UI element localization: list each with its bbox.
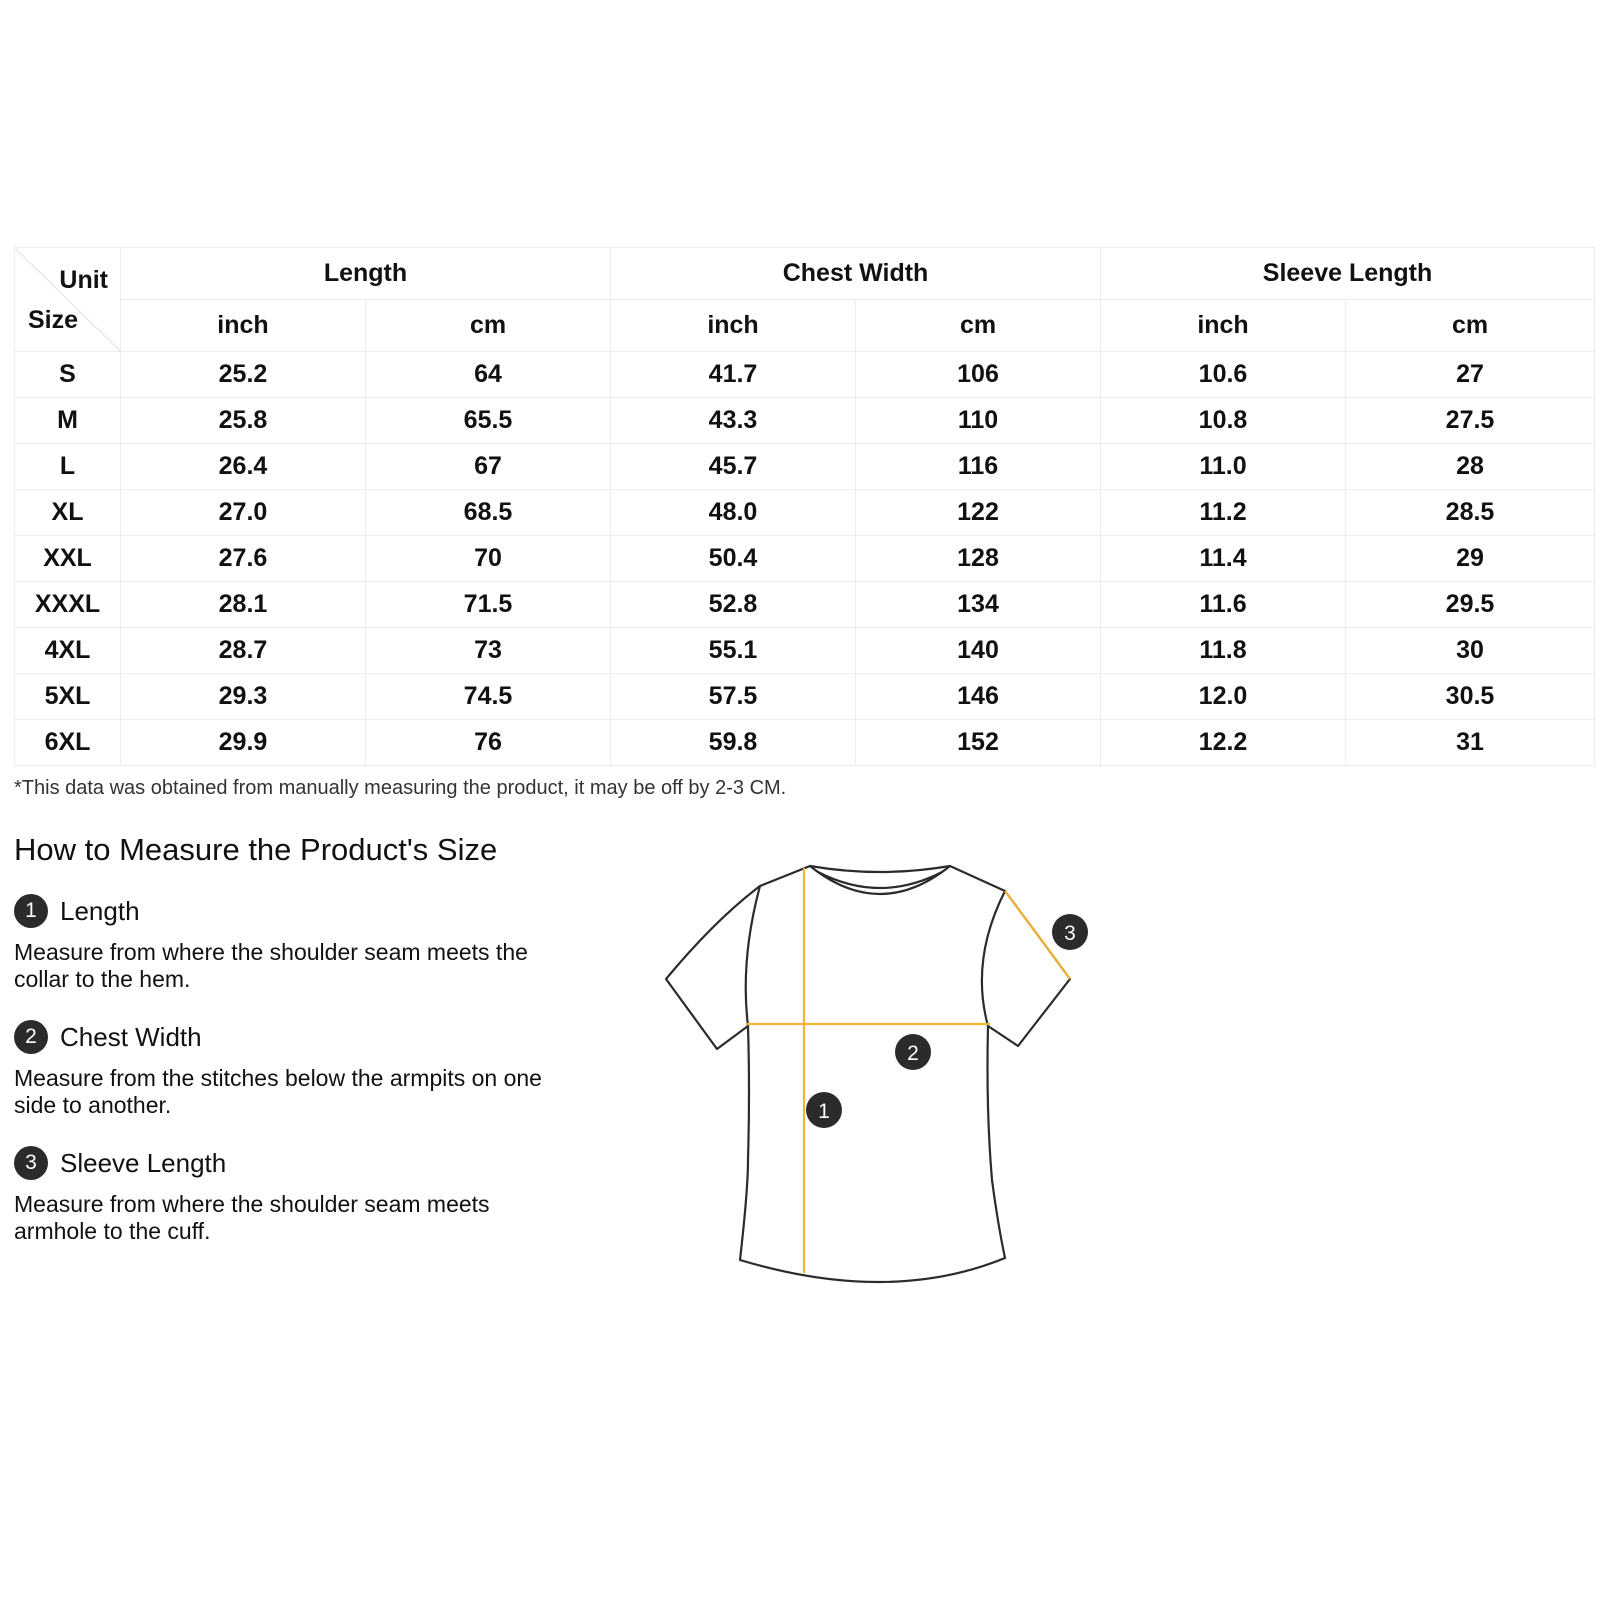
value-cell: 25.8 [121,398,366,444]
value-cell: 29.3 [121,674,366,720]
value-cell: 128 [856,536,1101,582]
value-cell: 76 [366,720,611,766]
value-cell: 11.6 [1101,582,1346,628]
value-cell: 134 [856,582,1101,628]
size-cell: 5XL [15,674,121,720]
value-cell: 27.0 [121,490,366,536]
step-number-badge: 3 [14,1146,48,1180]
step-number-badge: 2 [14,1020,48,1054]
table-row [15,398,1595,444]
value-cell: 68.5 [366,490,611,536]
step-length [14,893,574,993]
marker-3-label: 3 [1064,922,1076,945]
size-rows [15,352,1595,766]
value-cell: 11.4 [1101,536,1346,582]
value-cell: 12.0 [1101,674,1346,720]
value-cell: 73 [366,628,611,674]
value-cell: 25.2 [121,352,366,398]
value-cell: 28.1 [121,582,366,628]
value-cell: 65.5 [366,398,611,444]
value-cell: 28 [1346,444,1595,490]
step-name: Length [60,895,140,926]
value-cell: 12.2 [1101,720,1346,766]
value-cell: 59.8 [611,720,856,766]
value-cell: 30 [1346,628,1595,674]
value-cell: 26.4 [121,444,366,490]
value-cell: 110 [856,398,1101,444]
value-cell: 28.7 [121,628,366,674]
step-number-badge: 1 [14,894,48,928]
marker-2-label: 2 [907,1042,919,1065]
marker-3 [1052,914,1088,950]
size-chart-table [14,247,1595,766]
size-cell: 4XL [15,628,121,674]
value-cell: 27.5 [1346,398,1595,444]
table-row [15,674,1595,720]
step-heading [14,1019,574,1055]
table-row [15,582,1595,628]
size-cell: XL [15,490,121,536]
size-cell: XXL [15,536,121,582]
corner-cell [15,248,121,352]
value-cell: 27 [1346,352,1595,398]
value-cell: 146 [856,674,1101,720]
value-cell: 11.2 [1101,490,1346,536]
table-row [15,536,1595,582]
group-header-sleeve-length: Sleeve Length [1101,248,1595,300]
step-chest-width [14,1019,574,1119]
unit-header: cm [856,300,1101,352]
unit-header: inch [121,300,366,352]
value-cell: 50.4 [611,536,856,582]
value-cell: 57.5 [611,674,856,720]
value-cell: 28.5 [1346,490,1595,536]
step-sleeve-length [14,1145,574,1245]
value-cell: 116 [856,444,1101,490]
size-cell: 6XL [15,720,121,766]
table-row [15,720,1595,766]
step-heading [14,1145,574,1181]
value-cell: 52.8 [611,582,856,628]
value-cell: 45.7 [611,444,856,490]
table-row [15,490,1595,536]
marker-2 [895,1034,931,1070]
size-cell: L [15,444,121,490]
value-cell: 30.5 [1346,674,1595,720]
size-cell: S [15,352,121,398]
table-row [15,628,1595,674]
step-name: Sleeve Length [60,1147,227,1178]
value-cell: 74.5 [366,674,611,720]
tshirt-diagram [660,860,1100,1320]
value-cell: 11.0 [1101,444,1346,490]
marker-1 [806,1092,842,1128]
value-cell: 55.1 [611,628,856,674]
table-row [15,352,1595,398]
value-cell: 106 [856,352,1101,398]
marker-1-label: 1 [818,1100,830,1123]
value-cell: 29.9 [121,720,366,766]
measure-lines [746,868,1070,1273]
step-name: Chest Width [60,1021,202,1052]
unit-header-row [15,300,1595,352]
value-cell: 64 [366,352,611,398]
unit-header: cm [366,300,611,352]
value-cell: 10.8 [1101,398,1346,444]
how-to-title: How to Measure the Product's Size [14,832,498,867]
tshirt-outline-icon [666,866,1070,1282]
value-cell: 70 [366,536,611,582]
value-cell: 122 [856,490,1101,536]
group-header-length: Length [121,248,611,300]
value-cell: 11.8 [1101,628,1346,674]
corner-unit-label: Unit [59,266,108,294]
size-cell: M [15,398,121,444]
step-description: Measure from where the shoulder seam meets the collar to the hem. [14,939,528,992]
value-cell: 31 [1346,720,1595,766]
group-header-chest-width: Chest Width [611,248,1101,300]
value-cell: 29.5 [1346,582,1595,628]
unit-header: inch [611,300,856,352]
value-cell: 10.6 [1101,352,1346,398]
value-cell: 67 [366,444,611,490]
unit-header: cm [1346,300,1595,352]
unit-header: inch [1101,300,1346,352]
step-description: Measure from the stitches below the armpits on one side to another. [14,1065,542,1118]
corner-diagonal [15,248,120,351]
size-cell: XXXL [15,582,121,628]
value-cell: 29 [1346,536,1595,582]
step-heading [14,893,574,929]
value-cell: 27.6 [121,536,366,582]
table-row [15,444,1595,490]
value-cell: 43.3 [611,398,856,444]
value-cell: 152 [856,720,1101,766]
value-cell: 71.5 [366,582,611,628]
step-description: Measure from where the shoulder seam meets armhole to the cuff. [14,1191,490,1244]
measurement-note: *This data was obtained from manually measuring the product, it may be off by 2-3 CM. [14,777,787,799]
group-header-row [15,248,1595,300]
value-cell: 41.7 [611,352,856,398]
value-cell: 140 [856,628,1101,674]
value-cell: 48.0 [611,490,856,536]
corner-size-label: Size [28,306,79,334]
